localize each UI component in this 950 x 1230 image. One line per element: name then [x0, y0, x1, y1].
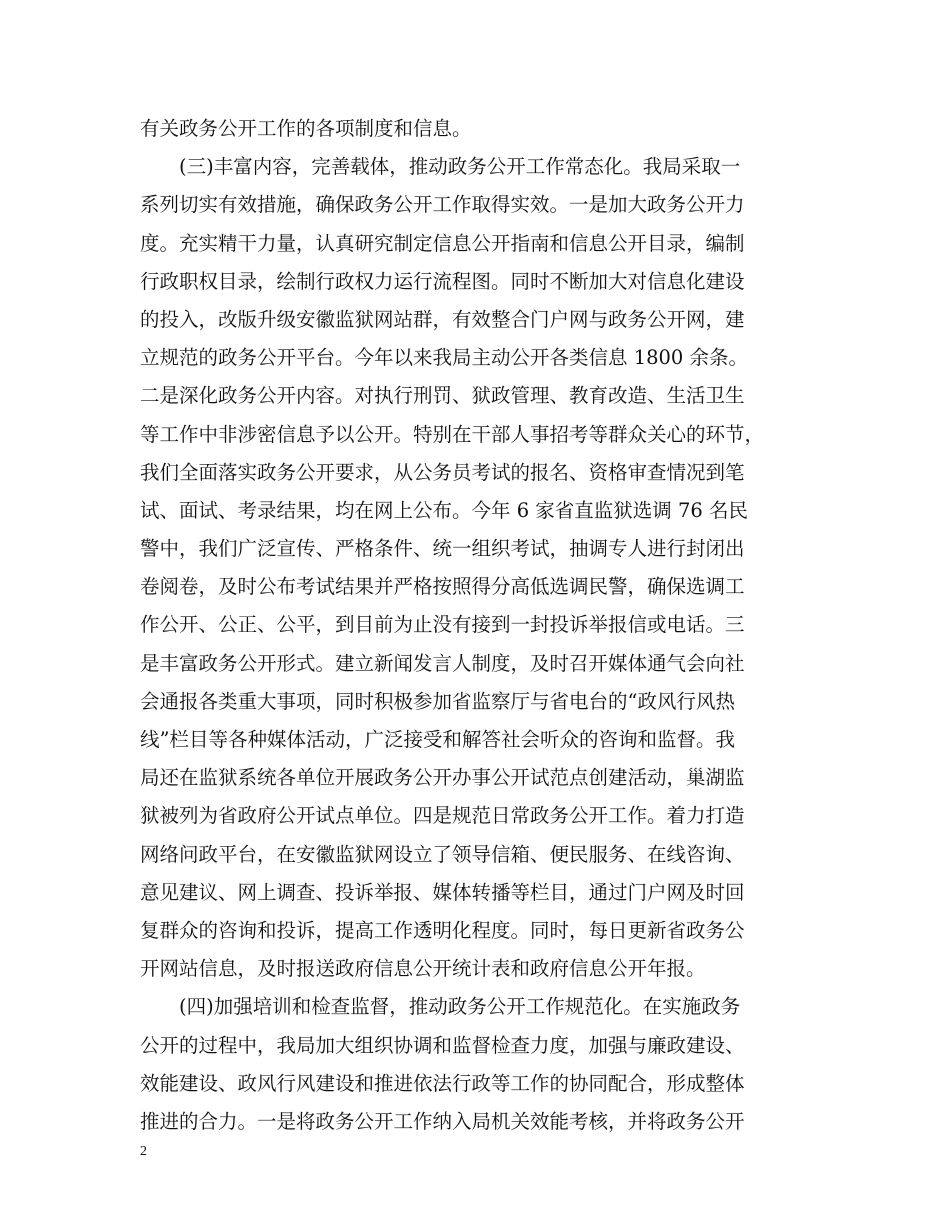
text-line: 警中，我们广泛宣传、严格条件、统一组织考试，抽调专人进行封闭出	[140, 537, 745, 561]
text-line: 局还在监狱系统各单位开展政务公开办事公开试范点创建活动，巢湖监	[140, 766, 745, 790]
text-line: 公开的过程中，我局加大组织协调和监督检查力度，加强与廉政建设、	[140, 1033, 745, 1057]
text-line: 行政职权目录，绘制行政权力运行流程图。同时不断加大对信息化建设	[140, 269, 745, 293]
text-line: 会通报各类重大事项，同时积极参加省监察厅与省电台的“政风行风热	[140, 689, 735, 713]
text-line: 狱被列为省政府公开试点单位。四是规范日常政务公开工作。着力打造	[140, 804, 745, 828]
text-line: 意见建议、网上调查、投诉举报、媒体转播等栏目，通过门户网及时回	[140, 880, 745, 904]
text-line: 作公开、公正、公平，到目前为止没有接到一封投诉举报信或电话。三	[140, 613, 745, 637]
text-line: 我们全面落实政务公开要求，从公务员考试的报名、资格审查情况到笔	[140, 460, 745, 484]
text-line: (三)丰富内容，完善载体，推动政务公开工作常态化。我局采取一	[140, 155, 741, 179]
text-line: 立规范的政务公开平台。今年以来我局主动公开各类信息 1800 余条。	[140, 346, 749, 370]
text-line: 复群众的咨询和投诉，提高工作透明化程度。同时，每日更新省政务公	[140, 918, 745, 942]
text-line: 二是深化政务公开内容。对执行刑罚、狱政管理、教育改造、生活卫生	[140, 384, 745, 408]
text-line: 的投入，改版升级安徽监狱网站群，有效整合门户网与政务公开网，建	[140, 307, 745, 331]
text-line: 效能建设、政风行风建设和推进依法行政等工作的协同配合，形成整体	[140, 1071, 745, 1095]
text-line: 开网站信息，及时报送政府信息公开统计表和政府信息公开年报。	[140, 957, 706, 981]
text-line: 线”栏目等各种媒体活动，广泛接受和解答社会听众的咨询和监督。我	[140, 728, 735, 751]
text-line: 有关政务公开工作的各项制度和信息。	[140, 117, 472, 140]
body-text	[140, 110, 820, 1141]
text-line: 是丰富政务公开形式。建立新闻发言人制度，及时召开媒体通气会向社	[140, 651, 745, 675]
text-line: (四)加强培训和检查监督，推动政务公开工作规范化。在实施政务	[140, 995, 741, 1019]
text-line: 等工作中非涉密信息予以公开。特别在干部人事招考等群众关心的环节，	[140, 422, 765, 446]
text-line: 度。充实精干力量，认真研究制定信息公开指南和信息公开目录，编制	[140, 231, 745, 255]
text-line: 系列切实有效措施，确保政务公开工作取得实效。一是加大政务公开力	[140, 193, 745, 217]
text-line: 试、面试、考录结果，均在网上公布。今年 6 家省直监狱选调 76 名民	[140, 498, 749, 522]
text-line: 推进的合力。一是将政务公开工作纳入局机关效能考核，并将政务公开	[140, 1109, 745, 1133]
page-number: 2	[140, 1144, 147, 1159]
text-line: 卷阅卷，及时公布考试结果并严格按照得分高低选调民警，确保选调工	[140, 575, 745, 599]
text-line: 网络问政平台，在安徽监狱网设立了领导信箱、便民服务、在线咨询、	[140, 842, 745, 866]
